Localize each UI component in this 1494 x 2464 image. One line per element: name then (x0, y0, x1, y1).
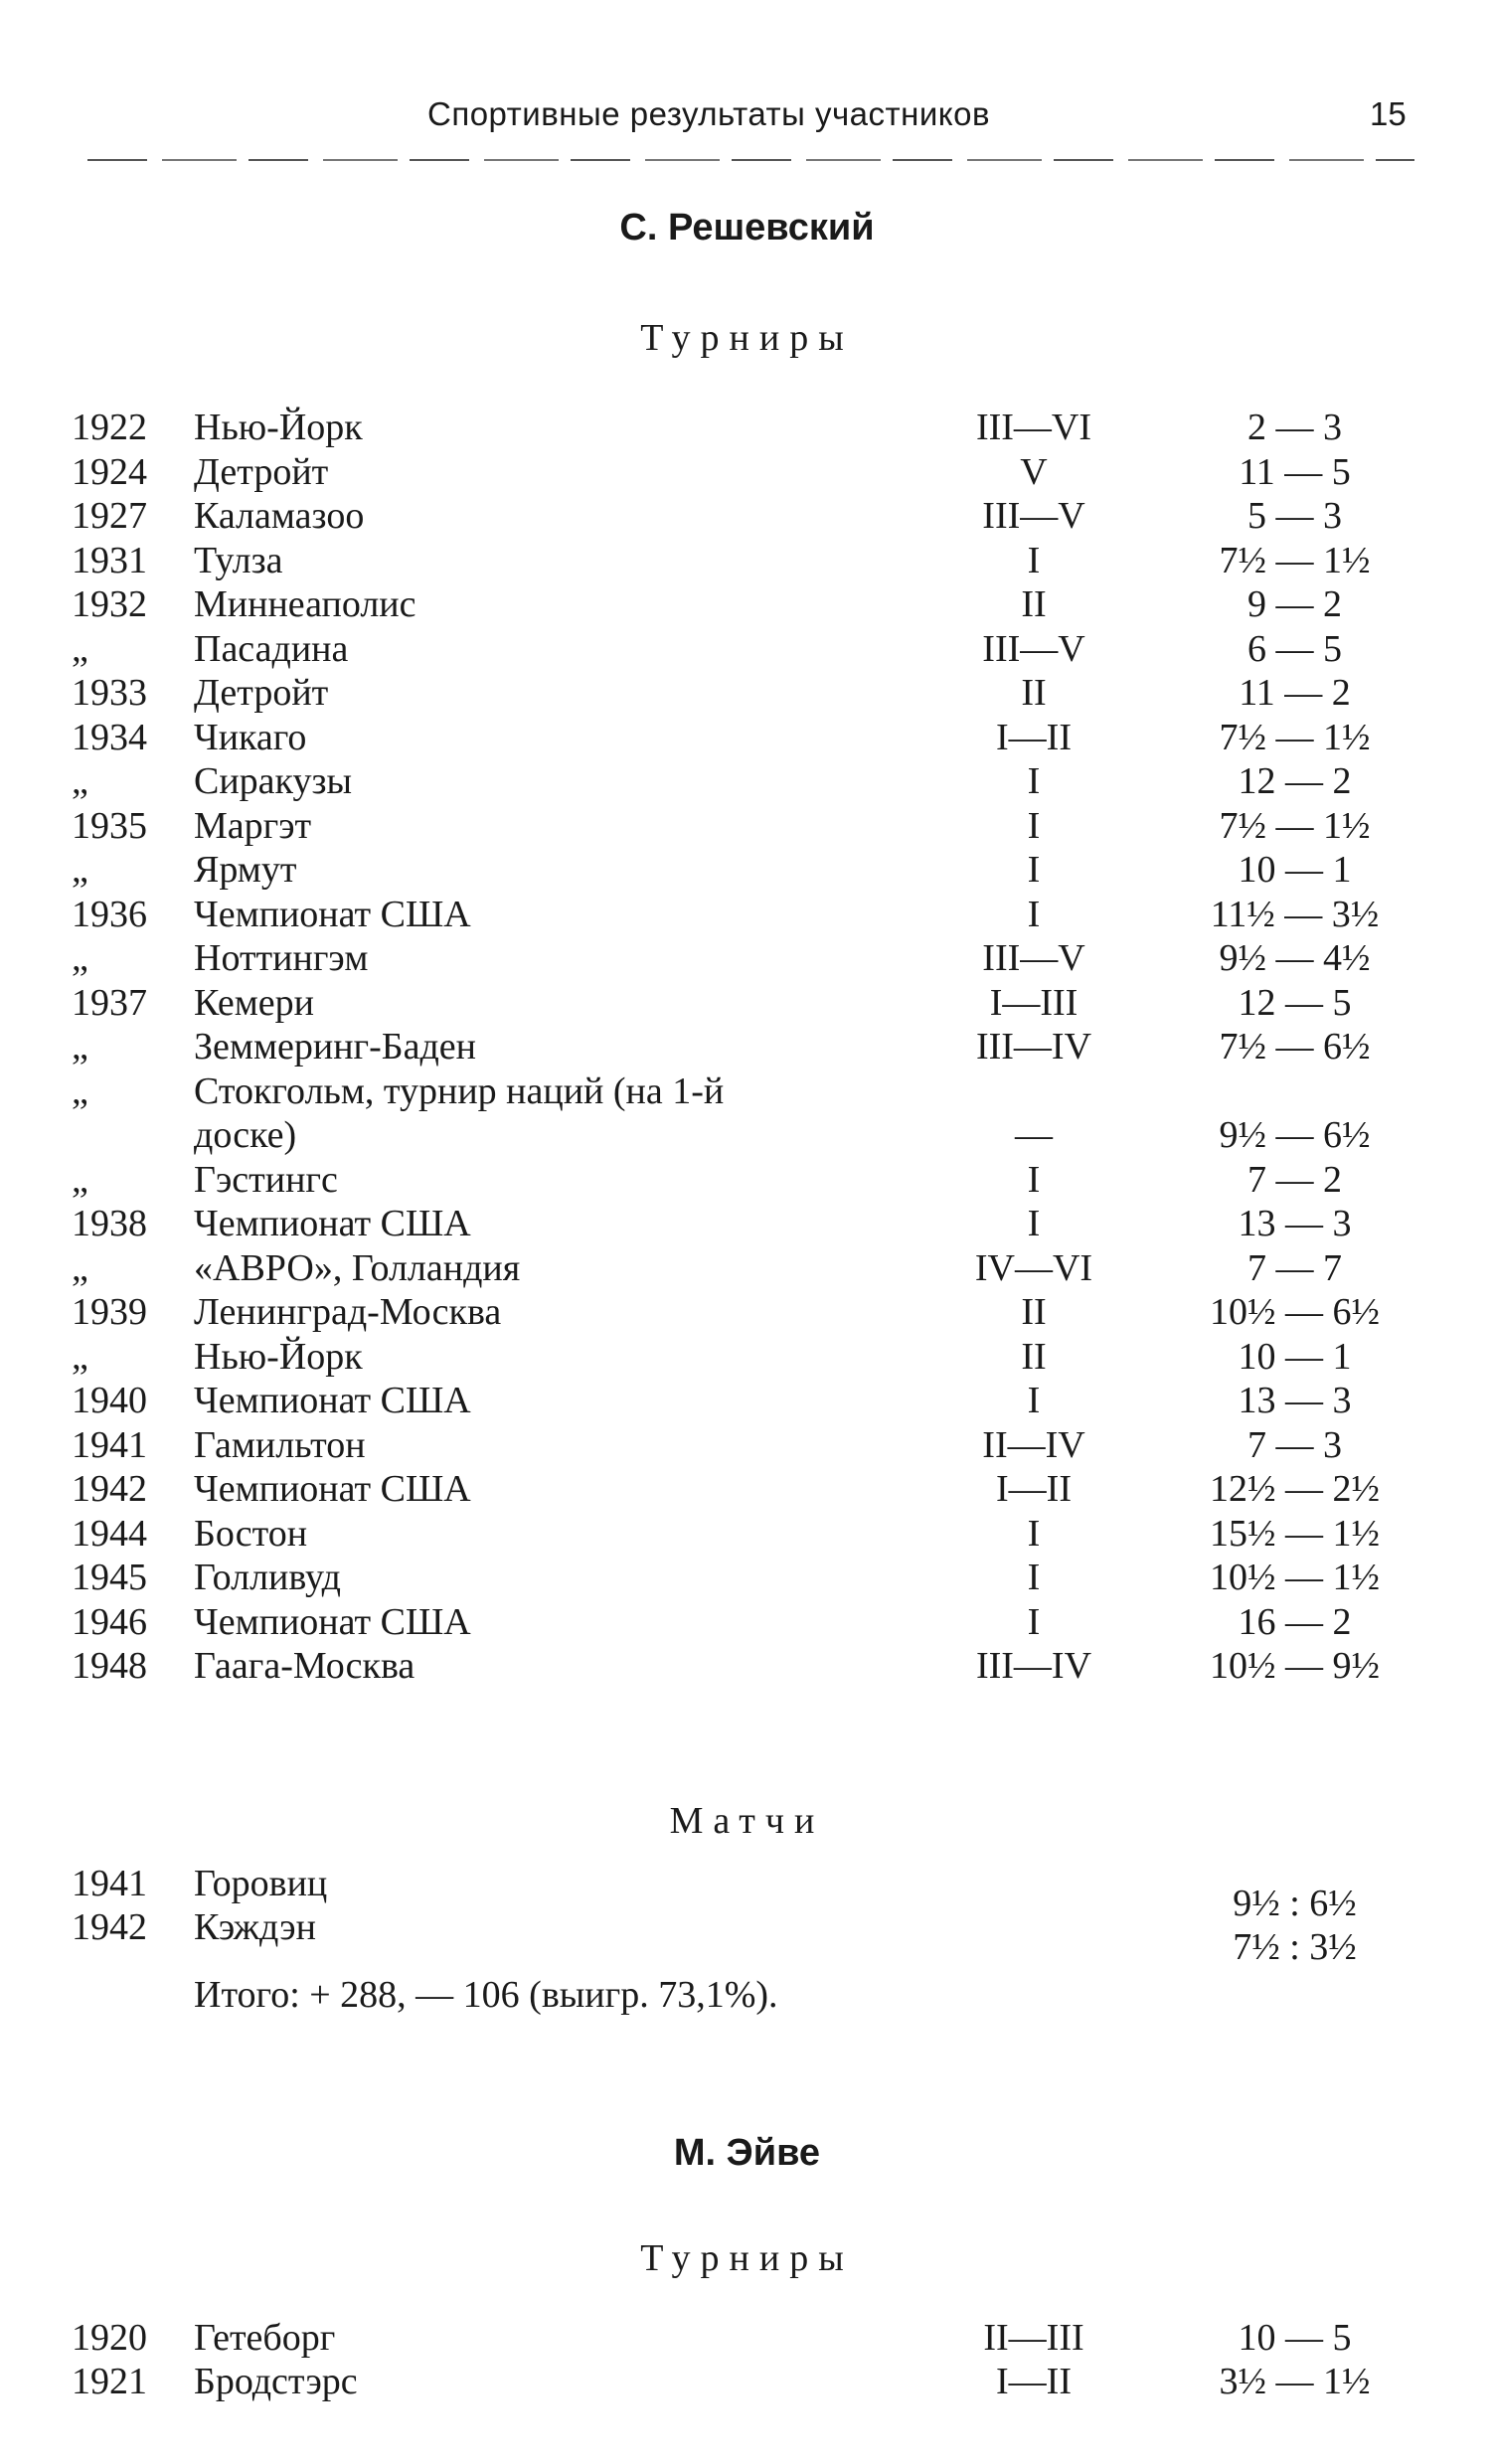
cell-place: III—V (982, 937, 1085, 979)
cell-year: 1940 (72, 1380, 147, 1421)
cell-score: 9½ : 6½ (1233, 1883, 1357, 1924)
table-row (0, 1158, 1494, 1202)
cell-score: 7½ : 3½ (1233, 1926, 1357, 1968)
table-row (0, 494, 1494, 538)
table-row (0, 450, 1494, 494)
table-row (0, 981, 1494, 1025)
table-row (0, 848, 1494, 892)
cell-event: Стокгольм, турнир наций (на 1-й (194, 1069, 725, 1112)
cell-event: Бостон (194, 1512, 308, 1555)
cell-score: 7½ — 6½ (1219, 1026, 1371, 1068)
cell-event: Чемпионат США (194, 1203, 471, 1244)
cell-event: Сиракузы (194, 760, 353, 802)
table-row (0, 1335, 1494, 1379)
cell-place: III—V (982, 627, 1085, 670)
cell-event: доске) (194, 1114, 297, 1156)
table-row (0, 1862, 1494, 1924)
cell-year: 1921 (72, 2361, 147, 2402)
cell-event: Миннеаполис (194, 583, 416, 625)
cell-place: I (1027, 539, 1041, 581)
cell-year: „ (72, 760, 88, 802)
cell-year: „ (72, 937, 88, 979)
page-number: 15 (1370, 95, 1407, 132)
section-title-euwe: М. Эйве (673, 2132, 821, 2174)
table-row (0, 1290, 1494, 1334)
cell-place: I (1027, 804, 1041, 847)
cell-place: I (1027, 1557, 1041, 1598)
cell-score: 13 — 3 (1238, 1203, 1352, 1244)
cell-year: 1934 (72, 716, 147, 758)
cell-score: 10½ — 6½ (1210, 1291, 1380, 1333)
cell-score: 11 — 5 (1239, 450, 1351, 493)
cell-year: 1927 (72, 495, 147, 537)
euwe-tournaments-heading: Турниры (640, 2237, 854, 2279)
table-row (0, 1069, 1494, 1113)
cell-score: 15½ — 1½ (1210, 1512, 1380, 1555)
cell-event: Гаага-Москва (194, 1645, 415, 1687)
cell-event: Пасадина (194, 627, 349, 670)
running-title: Спортивные результаты участников (427, 95, 990, 132)
cell-year: 1946 (72, 1600, 147, 1643)
cell-score: 7½ — 1½ (1219, 804, 1371, 847)
table-row (0, 1600, 1494, 1644)
cell-place: III—V (982, 495, 1085, 537)
cell-place: I (1027, 1512, 1041, 1555)
cell-place: II (1021, 1335, 1047, 1378)
cell-year: 1944 (72, 1512, 147, 1555)
cell-score: 10½ — 1½ (1210, 1557, 1380, 1598)
cell-event: Гэстингс (194, 1158, 338, 1201)
cell-year: 1935 (72, 804, 147, 847)
cell-year: „ (72, 1069, 88, 1112)
cell-score: 13 — 3 (1238, 1380, 1352, 1421)
cell-year: „ (72, 627, 88, 670)
cell-event: Чемпионат США (194, 1468, 471, 1510)
table-row (0, 1025, 1494, 1068)
cell-event: Гетеборг (194, 2317, 336, 2359)
matches-heading: Матчи (669, 1800, 825, 1842)
cell-place: I (1027, 1600, 1041, 1643)
cell-score: 10½ — 9½ (1210, 1645, 1380, 1687)
cell-event: Гамильтон (194, 1423, 366, 1466)
cell-year: „ (72, 1335, 88, 1378)
table-row (0, 627, 1494, 671)
cell-year: 1920 (72, 2317, 147, 2359)
cell-score: 16 — 2 (1238, 1600, 1352, 1643)
table-row (0, 759, 1494, 803)
table-row (0, 582, 1494, 626)
cell-place: III—VI (975, 407, 1092, 448)
cell-year: 1937 (72, 981, 147, 1024)
cell-place: I (1027, 760, 1041, 802)
cell-score: 5 — 3 (1247, 495, 1342, 537)
cell-place: — (1015, 1114, 1053, 1156)
cell-place: I (1027, 1158, 1041, 1201)
cell-event: Бродстэрс (194, 2361, 358, 2402)
cell-event: Голливуд (194, 1557, 341, 1598)
cell-score: 7½ — 1½ (1219, 539, 1371, 581)
cell-year: „ (72, 1026, 88, 1068)
cell-event: Ленинград-Москва (194, 1291, 502, 1333)
table-row (0, 1556, 1494, 1599)
cell-year: 1941 (72, 1423, 147, 1466)
cell-place: I (1027, 893, 1041, 935)
cell-place: I—II (996, 716, 1072, 758)
cell-year: 1936 (72, 893, 147, 935)
cell-score: 9½ — 4½ (1219, 937, 1371, 979)
cell-score: 10 — 1 (1238, 1335, 1352, 1378)
cell-score: 6 — 5 (1247, 627, 1342, 670)
table-row (0, 1467, 1494, 1511)
table-row (0, 936, 1494, 980)
cell-event: Нью-Йорк (194, 1335, 363, 1378)
cell-place: I (1027, 1203, 1041, 1244)
cell-event: Ярмут (194, 849, 297, 891)
tournaments-heading: Турниры (640, 317, 854, 359)
cell-score: 7 — 3 (1247, 1423, 1342, 1466)
cell-score: 10 — 1 (1238, 849, 1352, 891)
cell-place: III—IV (975, 1645, 1092, 1687)
table-row (0, 1246, 1494, 1290)
cell-event: Кемери (194, 981, 315, 1024)
table-row (0, 1423, 1494, 1467)
table-row (0, 716, 1494, 759)
cell-event: Нью-Йорк (194, 407, 363, 448)
cell-score: 7 — 2 (1247, 1158, 1342, 1201)
cell-year: „ (72, 849, 88, 891)
cell-score: 9 — 2 (1247, 583, 1342, 625)
table-row (0, 804, 1494, 848)
table-row (0, 2316, 1494, 2360)
cell-event: Тулза (194, 539, 283, 581)
cell-event: Детройт (194, 672, 329, 714)
cell-year: „ (72, 1246, 88, 1289)
cell-event: Детройт (194, 450, 329, 493)
cell-place: V (1020, 450, 1048, 493)
cell-event: Кэждэн (194, 1906, 316, 1948)
cell-event: Горовиц (194, 1863, 328, 1904)
cell-score: 2 — 3 (1247, 407, 1342, 448)
cell-place: II (1021, 1291, 1047, 1333)
cell-year: 1945 (72, 1557, 147, 1598)
table-row (0, 1512, 1494, 1556)
table-row (0, 1113, 1494, 1157)
cell-place: II (1021, 672, 1047, 714)
table-row (0, 539, 1494, 582)
table-row (0, 406, 1494, 449)
table-row (0, 1644, 1494, 1688)
cell-place: I—II (996, 1468, 1072, 1510)
cell-year: 1938 (72, 1203, 147, 1244)
cell-year: 1932 (72, 583, 147, 625)
cell-event: «АВРО», Голландия (194, 1246, 521, 1289)
cell-event: Чемпионат США (194, 893, 471, 935)
cell-score: 10 — 5 (1238, 2317, 1352, 2359)
table-row (0, 1202, 1494, 1245)
cell-place: I—II (996, 2361, 1072, 2402)
cell-score: 3½ — 1½ (1219, 2361, 1371, 2402)
cell-score: 9½ — 6½ (1219, 1114, 1371, 1156)
cell-event: Чикаго (194, 716, 307, 758)
cell-score: 11½ — 3½ (1210, 893, 1380, 935)
cell-event: Земмеринг-Баден (194, 1026, 476, 1068)
cell-year: 1922 (72, 407, 147, 448)
table-row (0, 1379, 1494, 1422)
cell-event: Ноттингэм (194, 937, 369, 979)
table-row (0, 671, 1494, 715)
cell-event: Чемпионат США (194, 1380, 471, 1421)
cell-place: I (1027, 849, 1041, 891)
table-row (0, 893, 1494, 936)
cell-place: II—IV (982, 1423, 1085, 1466)
cell-place: II (1021, 583, 1047, 625)
header-rule (87, 159, 1414, 161)
cell-place: I—III (989, 981, 1079, 1024)
cell-place: II—III (983, 2317, 1084, 2359)
cell-year: 1948 (72, 1645, 147, 1687)
section-title-reshevsky: С. Решевский (619, 207, 875, 248)
cell-year: 1942 (72, 1906, 147, 1948)
cell-score: 12 — 2 (1238, 760, 1352, 802)
cell-place: III—IV (975, 1026, 1092, 1068)
cell-event: Чемпионат США (194, 1600, 471, 1643)
cell-event: Каламазоо (194, 495, 365, 537)
cell-score: 12 — 5 (1238, 981, 1352, 1024)
cell-score: 7½ — 1½ (1219, 716, 1371, 758)
cell-score: 11 — 2 (1239, 672, 1351, 714)
cell-year: „ (72, 1158, 88, 1201)
cell-year: 1931 (72, 539, 147, 581)
cell-year: 1942 (72, 1468, 147, 1510)
table-row (0, 2360, 1494, 2403)
cell-year: 1941 (72, 1863, 147, 1904)
table-row (0, 1905, 1494, 1968)
cell-year: 1924 (72, 450, 147, 493)
cell-score: 7 — 7 (1247, 1246, 1342, 1289)
cell-place: IV—VI (974, 1246, 1093, 1289)
cell-place: I (1027, 1380, 1041, 1421)
cell-year: 1933 (72, 672, 147, 714)
total-line: Итого: + 288, — 106 (выигр. 73,1%). (194, 1974, 778, 2016)
cell-event: Маргэт (194, 804, 312, 847)
cell-year: 1939 (72, 1291, 147, 1333)
cell-score: 12½ — 2½ (1210, 1468, 1380, 1510)
